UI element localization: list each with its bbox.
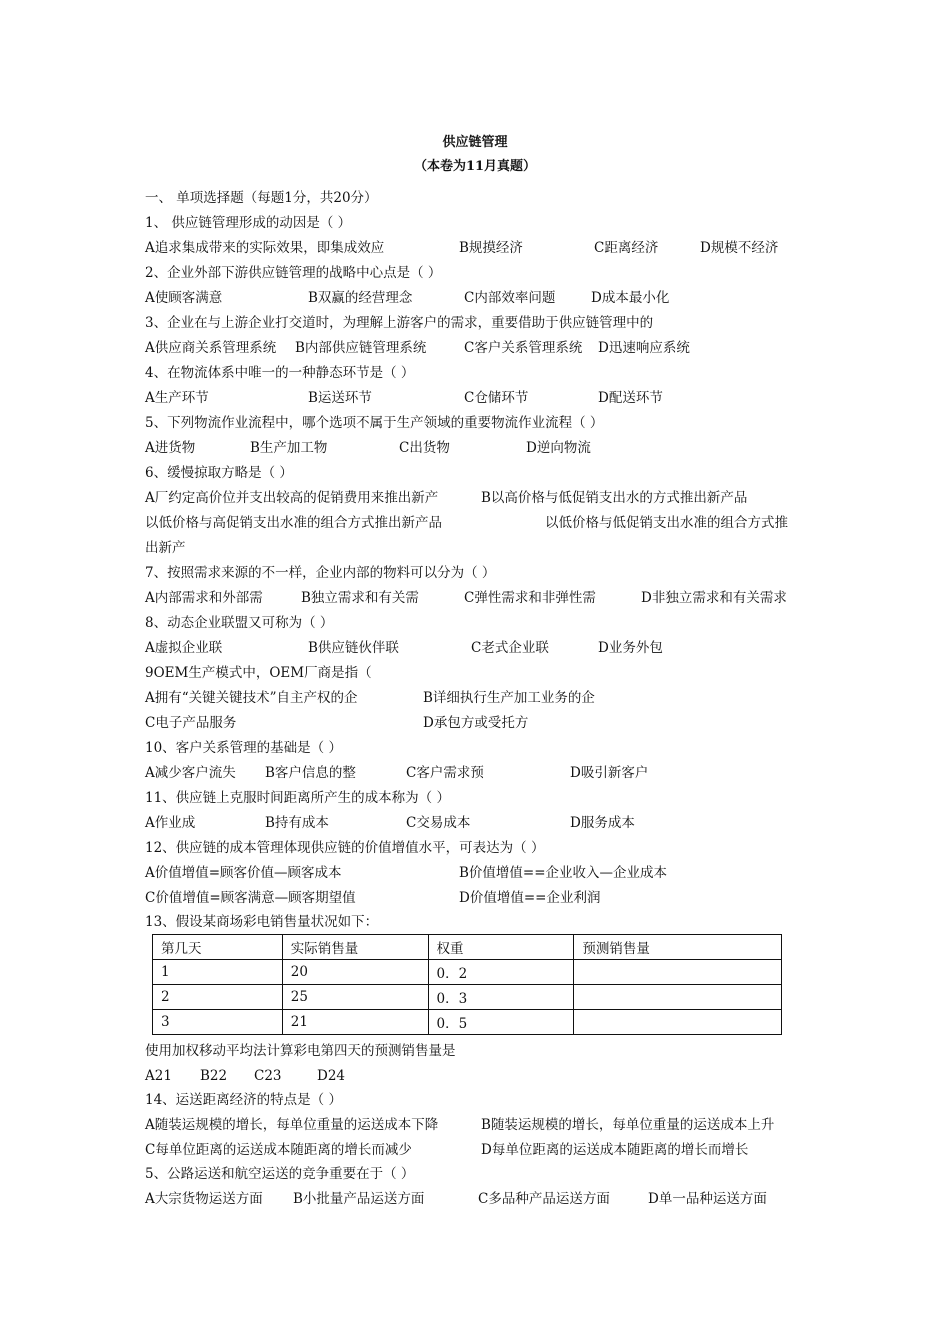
q8-option-a: A虚拟企业联 — [145, 640, 223, 656]
question-6: 6、缓慢掠取方略是（ ） — [145, 465, 293, 481]
q6-option-d: 以低价格与低促销支出水准的组合方式推 — [545, 515, 788, 531]
table-cell: 20 — [282, 960, 428, 985]
q14-option-b: B随装运规模的增长，每单位重量的运送成本上升 — [481, 1117, 775, 1133]
q1-option-c: C距离经济 — [594, 240, 659, 256]
sales-table — [152, 934, 782, 1035]
q11-option-a: A作业成 — [145, 815, 196, 831]
q5-option-a: A进货物 — [145, 440, 196, 456]
question-15: 5、公路运送和航空运送的竞争重要在于（ ） — [145, 1166, 415, 1182]
table-row — [153, 1010, 782, 1035]
q4-option-c: C仓储环节 — [464, 390, 529, 406]
q1-option-d: D规模不经济 — [700, 240, 779, 256]
q15-option-b: B小批量产品运送方面 — [293, 1191, 425, 1207]
table-cell: 3 — [153, 1010, 283, 1035]
q2-option-a: A使顾客满意 — [145, 290, 223, 306]
q15-option-d: D单一品种运送方面 — [648, 1191, 767, 1207]
table-row — [153, 960, 782, 985]
question-13-prompt: 使用加权移动平均法计算彩电第四天的预测销售量是 — [145, 1043, 456, 1059]
table-cell: 0．2 — [428, 960, 574, 985]
q2-option-c: C内部效率问题 — [464, 290, 556, 306]
question-7: 7、按照需求来源的不一样，企业内部的物料可以分为（ ） — [145, 565, 496, 581]
table-header-cell: 预测销售量 — [574, 935, 782, 960]
q14-option-a: A随装运规模的增长，每单位重量的运送成本下降 — [145, 1117, 439, 1133]
document-title: 供应链管理 — [442, 135, 508, 150]
q7-option-c: C弹性需求和非弹性需 — [464, 590, 596, 606]
q9-option-b: B详细执行生产加工业务的企 — [423, 690, 595, 706]
table-cell — [574, 1010, 782, 1035]
q6-option-b: B以高价格与低促销支出水的方式推出新产品 — [481, 490, 748, 506]
table-header-cell: 第几天 — [153, 935, 283, 960]
question-13: 13、假设某商场彩电销售量状况如下： — [145, 914, 379, 930]
table-cell: 0．3 — [428, 985, 574, 1010]
q6-option-d-continued: 出新产 — [145, 540, 186, 556]
q5-option-d: D逆向物流 — [526, 440, 591, 456]
q13-option-a: A21 — [145, 1068, 172, 1084]
q1-option-b: B规摸经济 — [459, 240, 523, 256]
q10-option-d: D吸引新客户 — [570, 765, 649, 781]
q9-option-d: D承包方或受托方 — [423, 715, 529, 731]
document-subtitle: （本卷为11月真题） — [413, 159, 537, 174]
table-cell: 25 — [282, 985, 428, 1010]
q4-option-b: B运送环节 — [308, 390, 372, 406]
table-header-cell: 权重 — [428, 935, 574, 960]
q7-option-d: D非独立需求和有关需求 — [641, 590, 787, 606]
q11-option-d: D服务成本 — [570, 815, 635, 831]
q13-option-b: B22 — [200, 1068, 228, 1084]
section-heading: 一、 单项选择题（每题1分，共20分） — [145, 190, 378, 206]
q4-option-d: D配送环节 — [598, 390, 663, 406]
table-cell — [574, 985, 782, 1010]
q9-option-c: C电子产品服务 — [145, 715, 237, 731]
table-cell — [574, 960, 782, 985]
question-10: 10、客户关系管理的基础是（ ） — [145, 740, 342, 756]
table-cell: 21 — [282, 1010, 428, 1035]
q3-option-d: D迅速响应系统 — [598, 340, 690, 356]
q6-option-a: A厂约定高价位并支出较高的促销费用来推出新产 — [145, 490, 439, 506]
q10-option-b: B客户信息的整 — [265, 765, 356, 781]
question-5: 5、下列物流作业流程中，哪个选项不属于生产领域的重要物流作业流程（ ） — [145, 415, 604, 431]
q3-option-b: B内部供应链管理系统 — [295, 340, 427, 356]
q8-option-d: D业务外包 — [598, 640, 663, 656]
table-header-cell: 实际销售量 — [282, 935, 428, 960]
q15-option-a: A大宗货物运送方面 — [145, 1191, 263, 1207]
table-header-row — [153, 935, 782, 960]
question-8: 8、动态企业联盟又可称为（ ） — [145, 615, 334, 631]
question-11: 11、供应链上克服时间距离所产生的成本称为（ ） — [145, 790, 450, 806]
question-4: 4、在物流体系中唯一的一种静态环节是（ ） — [145, 365, 415, 381]
q10-option-c: C客户需求预 — [406, 765, 484, 781]
q6-option-c: 以低价格与高促销支出水准的组合方式推出新产品 — [145, 515, 442, 531]
table-cell: 1 — [153, 960, 283, 985]
q12-option-c: C价值增值=顾客满意—顾客期望值 — [145, 890, 356, 906]
table-cell: 0．5 — [428, 1010, 574, 1035]
question-2: 2、企业外部下游供应链管理的战略中心点是（ ） — [145, 265, 442, 281]
q11-option-b: B持有成本 — [265, 815, 329, 831]
q8-option-c: C老式企业联 — [471, 640, 549, 656]
q5-option-b: B生产加工物 — [250, 440, 328, 456]
q9-option-a: A拥有“关键关键技术”自主产权的企 — [145, 690, 358, 706]
q2-option-b: B双赢的经营理念 — [308, 290, 413, 306]
q3-option-c: C客户关系管理系统 — [464, 340, 583, 356]
q7-option-a: A内部需求和外部需 — [145, 590, 263, 606]
table-cell: 2 — [153, 985, 283, 1010]
q5-option-c: C出货物 — [399, 440, 450, 456]
q8-option-b: B供应链伙伴联 — [308, 640, 399, 656]
q14-option-c: C每单位距离的运送成本随距离的增长而减少 — [145, 1142, 412, 1158]
q11-option-c: C交易成本 — [406, 815, 471, 831]
q3-option-a: A供应商关系管理系统 — [145, 340, 277, 356]
q12-option-d: D价值增值==企业利润 — [459, 890, 601, 906]
question-3: 3、企业在与上游企业打交道时，为理解上游客户的需求，重要借助于供应链管理中的 — [145, 315, 654, 331]
q1-option-a: A追求集成带来的实际效果，即集成效应 — [145, 240, 385, 256]
q4-option-a: A生产环节 — [145, 390, 209, 406]
question-12: 12、供应链的成本管理体现供应链的价值增值水平，可表达为（ ） — [145, 840, 545, 856]
q13-option-c: C23 — [254, 1068, 282, 1084]
q13-option-d: D24 — [317, 1068, 346, 1084]
q15-option-c: C多品种产品运送方面 — [478, 1191, 610, 1207]
q12-option-b: B价值增值==企业收入—企业成本 — [459, 865, 668, 881]
q10-option-a: A减少客户流失 — [145, 765, 236, 781]
question-1: 1、 供应链管理形成的动因是（ ） — [145, 215, 352, 231]
q2-option-d: D成本最小化 — [591, 290, 670, 306]
question-9: 9OEM生产模式中，OEM厂商是指（ — [145, 665, 372, 681]
q14-option-d: D每单位距离的运送成本随距离的增长而增长 — [481, 1142, 749, 1158]
question-14: 14、运送距离经济的特点是（ ） — [145, 1092, 342, 1108]
q7-option-b: B独立需求和有关需 — [301, 590, 419, 606]
q12-option-a: A价值增值=顾客价值—顾客成本 — [145, 865, 342, 881]
table-row — [153, 985, 782, 1010]
